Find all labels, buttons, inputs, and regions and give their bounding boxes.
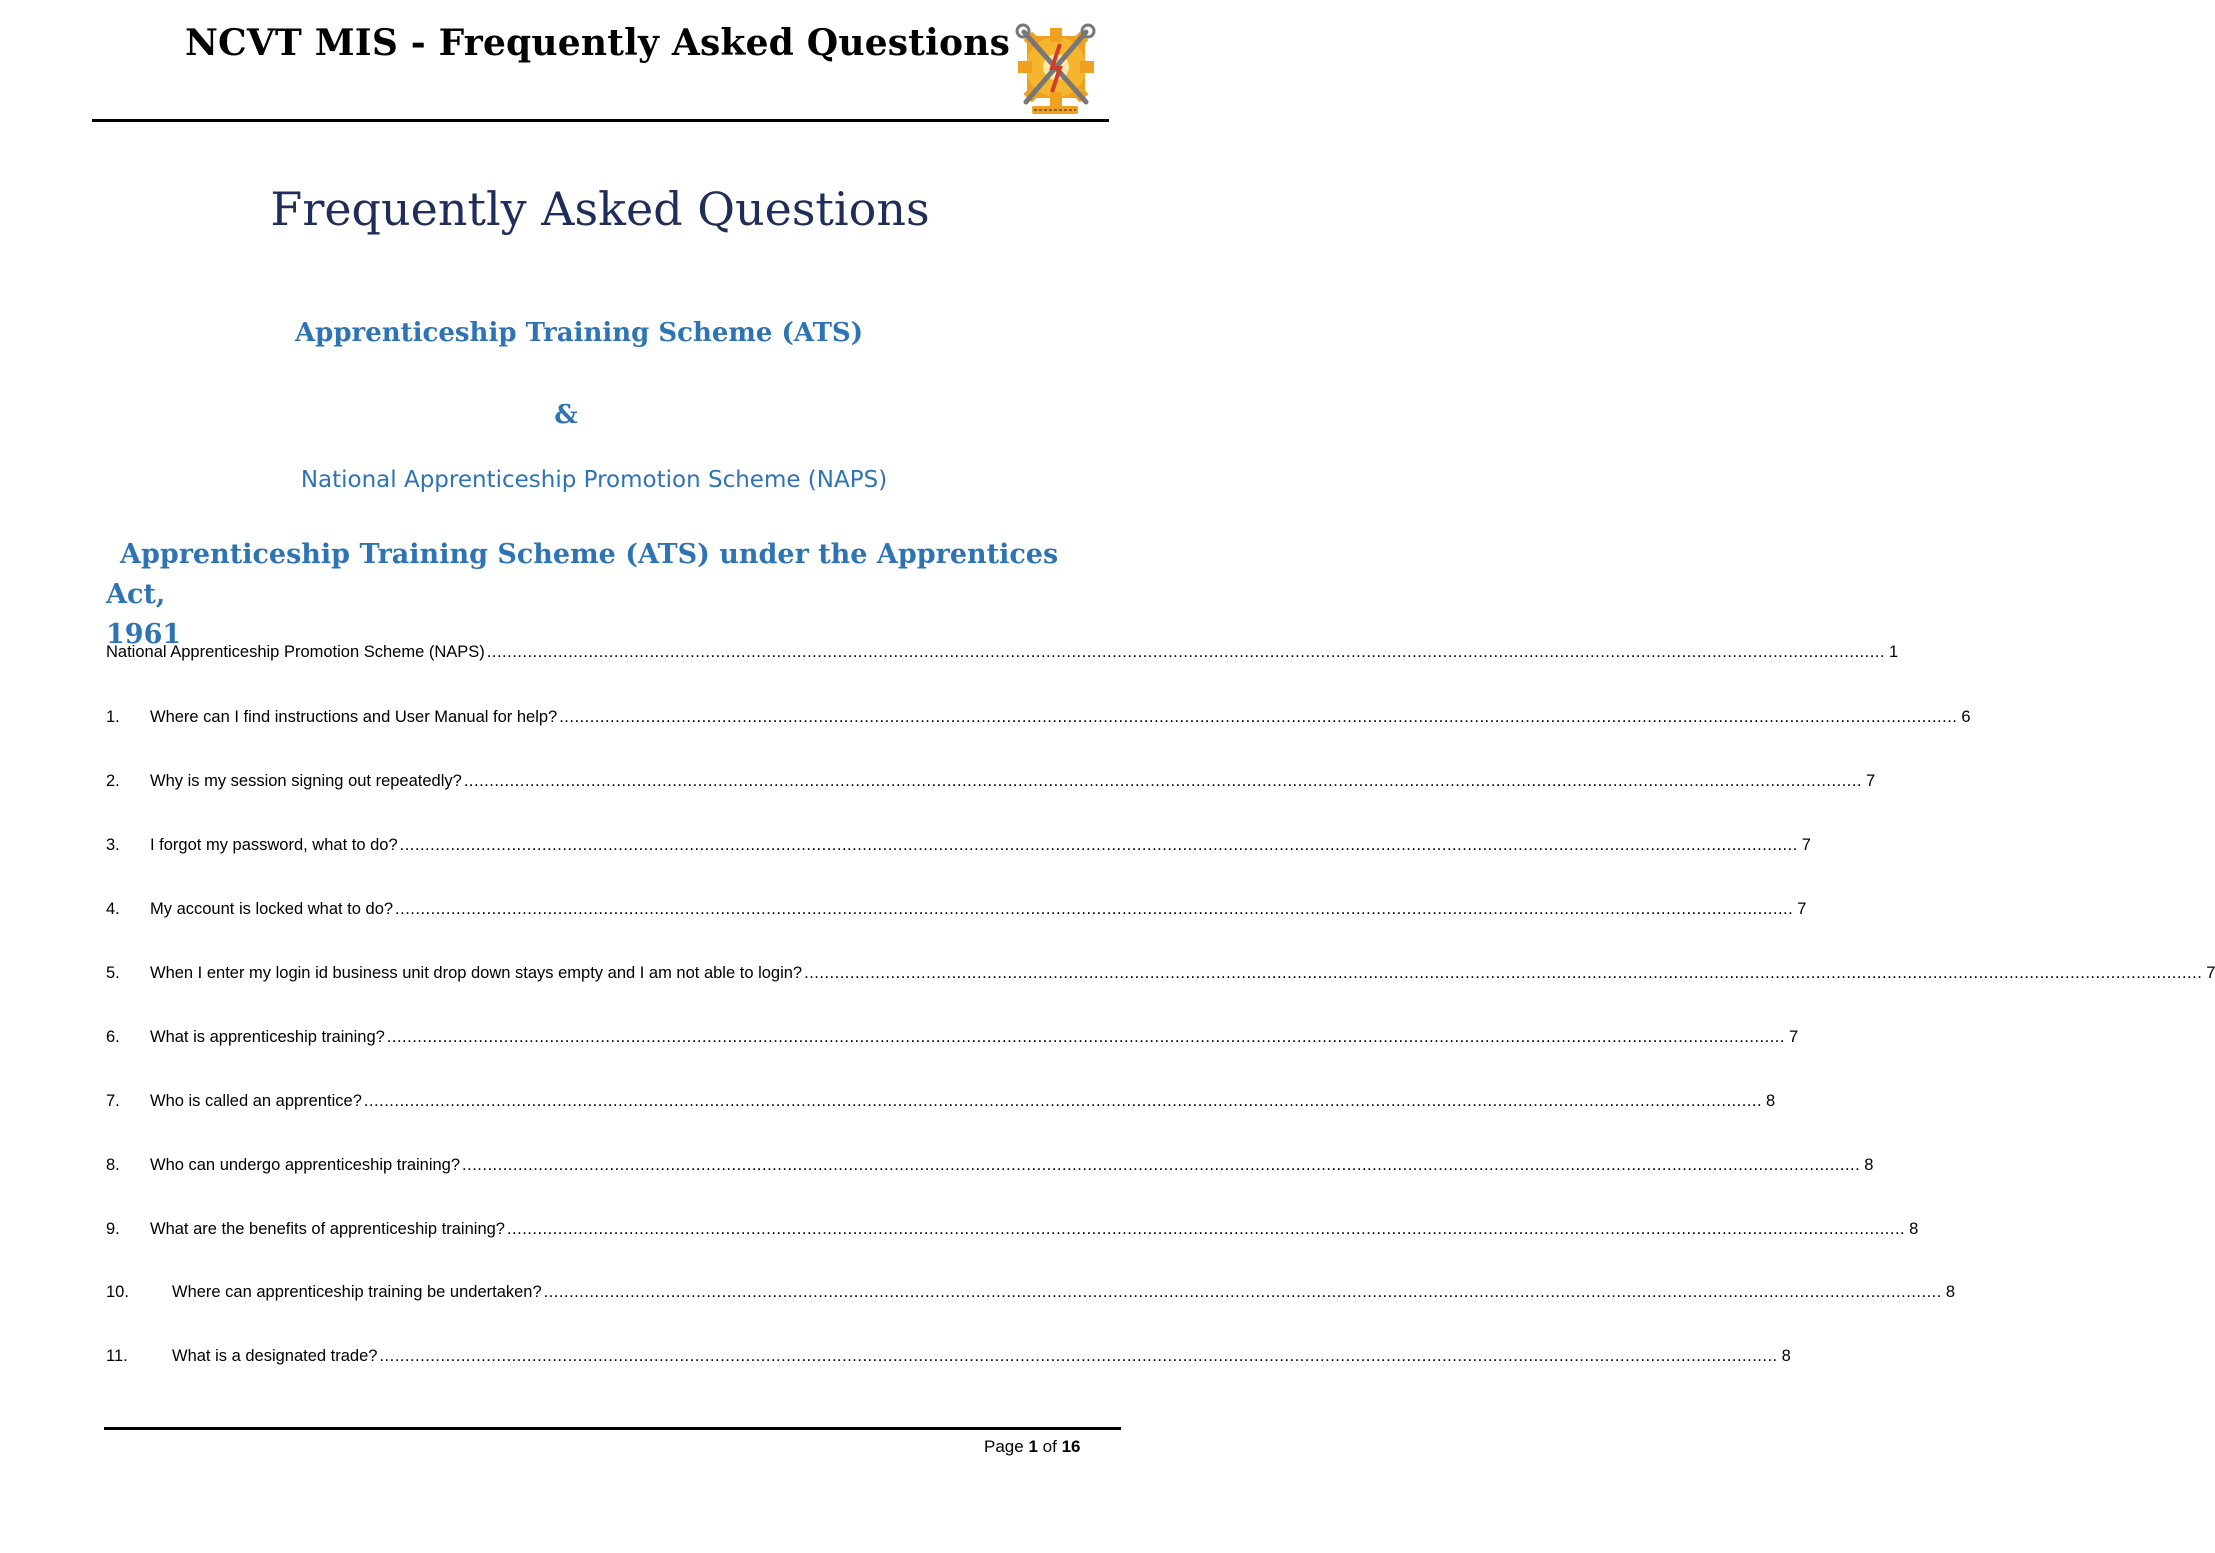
toc-entry-text: When I enter my login id business unit drop down stays empty and I am not able to login? [150, 964, 803, 982]
toc-entry[interactable] [106, 708, 1971, 732]
toc-page-number: 8 [1864, 1156, 1874, 1174]
toc-entry-text: Where can apprenticeship training be undertaken? [172, 1283, 542, 1301]
footer-current-page: 1 [1028, 1437, 1038, 1456]
footer-divider [104, 1427, 1121, 1430]
toc-page-number: 8 [1766, 1092, 1776, 1110]
toc-entry[interactable] [106, 900, 1807, 924]
toc-entry-text: My account is locked what to do? [150, 900, 394, 918]
toc-entry[interactable] [106, 1220, 1919, 1244]
page-footer [984, 1437, 1080, 1457]
subtitle-naps: National Apprenticeship Promotion Scheme (NAPS) [300, 467, 888, 493]
subtitle-ampersand: & [554, 400, 578, 430]
toc-entry-number: 5. [106, 964, 120, 982]
toc-entry[interactable] [106, 1283, 1956, 1307]
toc-entry-text: I forgot my password, what to do? [150, 836, 398, 854]
toc-leader-dots [379, 1347, 1777, 1366]
toc-entry[interactable] [106, 836, 1811, 860]
toc-entry-number: 3. [106, 836, 120, 854]
toc-entry-text: Who is called an apprentice? [150, 1092, 362, 1110]
toc-entry-number: 6. [106, 1028, 120, 1046]
toc-leader-dots [544, 1283, 1942, 1302]
section-heading-line1: Apprenticeship Training Scheme (ATS) under the Apprentices Act, [106, 539, 1059, 610]
toc-entry-text: What are the benefits of apprenticeship training? [150, 1220, 505, 1238]
toc-entry-number: 2. [106, 772, 120, 790]
footer-of-word: of [1042, 1437, 1057, 1456]
toc-leader-dots [464, 772, 1862, 791]
toc-leader-dots [395, 900, 1793, 919]
toc-entry[interactable] [106, 1028, 1799, 1052]
section-heading-line2: 1961 [106, 619, 182, 650]
toc-entry[interactable] [106, 964, 2215, 988]
toc-page-number: 7 [1866, 772, 1876, 790]
toc-entry-text: Where can I find instructions and User Manual for help? [150, 708, 558, 726]
subtitle-ats: Apprenticeship Training Scheme (ATS) [294, 318, 863, 348]
toc-page-number: 6 [1961, 708, 1971, 726]
toc-entry-number: 7. [106, 1092, 120, 1110]
toc-page-number: 7 [1801, 836, 1811, 854]
toc-page-number: 7 [1797, 900, 1807, 918]
toc-leader-dots [387, 1028, 1785, 1047]
toc-leader-dots [400, 836, 1798, 855]
toc-entry-number: 9. [106, 1220, 120, 1238]
toc-entry-text: What is a designated trade? [172, 1347, 378, 1365]
toc-entry-text: National Apprenticeship Promotion Scheme (NAPS) [106, 643, 485, 661]
toc-entry-number: 1. [106, 708, 120, 726]
toc-entry-naps[interactable] [106, 643, 1899, 667]
toc-entry-number: 11. [106, 1347, 128, 1365]
toc-leader-dots [364, 1092, 1762, 1111]
toc-entry-number: 8. [106, 1156, 120, 1174]
footer-page-word: Page [984, 1437, 1024, 1456]
toc-leader-dots [487, 643, 1885, 662]
toc-leader-dots [804, 964, 2202, 983]
gear-wrench-logo [1012, 18, 1098, 118]
toc-entry[interactable] [106, 1092, 1776, 1116]
page-title: Frequently Asked Questions [270, 182, 930, 236]
toc-page-number: 8 [1945, 1283, 1956, 1301]
toc-entry-number: 4. [106, 900, 120, 918]
toc-entry-number: 10. [106, 1283, 129, 1301]
section-heading [106, 535, 1096, 655]
document-header-title: NCVT MIS - Frequently Asked Questions [184, 22, 1011, 64]
toc-page-number: 1 [1888, 643, 1899, 661]
toc-entry-text: What is apprenticeship training? [150, 1028, 385, 1046]
header-divider [92, 119, 1109, 122]
toc-entry[interactable] [106, 1156, 1874, 1180]
toc-page-number: 7 [1788, 1028, 1799, 1046]
toc-page-number: 8 [1909, 1220, 1919, 1238]
toc-leader-dots [559, 708, 1957, 727]
toc-entry-text: Why is my session signing out repeatedly? [150, 772, 462, 790]
toc-entry[interactable] [106, 1347, 1791, 1371]
toc-entry-text: Who can undergo apprenticeship training? [150, 1156, 461, 1174]
toc-leader-dots [507, 1220, 1905, 1239]
toc-entry[interactable] [106, 772, 1876, 796]
toc-leader-dots [462, 1156, 1860, 1175]
footer-total-pages: 16 [1061, 1437, 1081, 1456]
toc-page-number: 8 [1781, 1347, 1791, 1365]
toc-page-number: 7 [2206, 964, 2215, 982]
